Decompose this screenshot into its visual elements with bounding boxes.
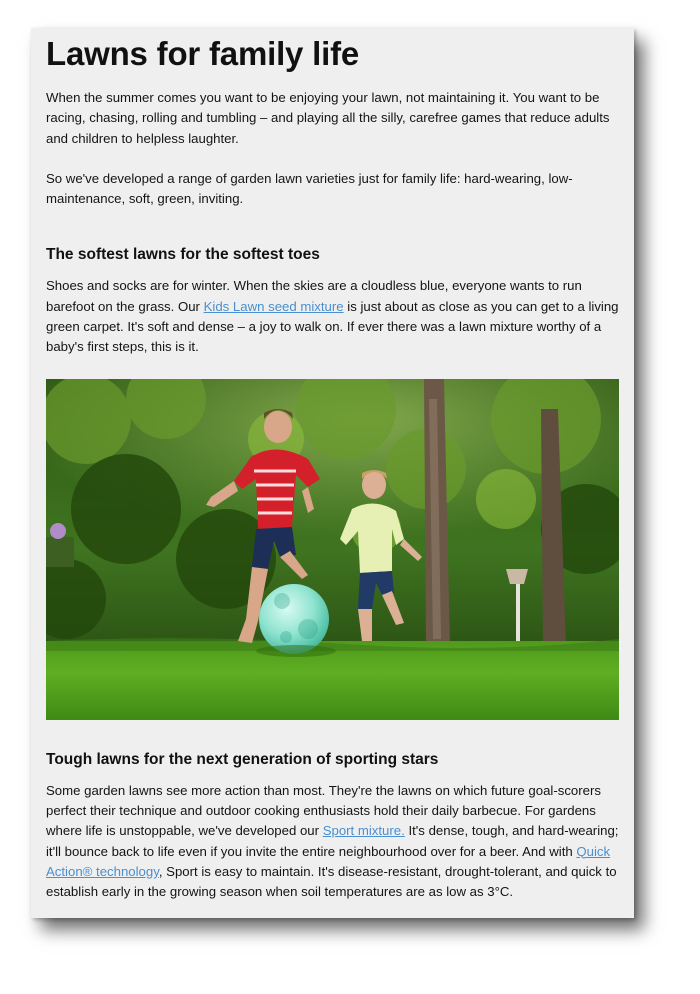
intro-paragraph-1: When the summer comes you want to be enjoying your lawn, not maintaining it. You want to be racing, chasing, rolling and tumbling – and playing all the silly, carefree games that reduce adults and children to helpless laughter. [46, 90, 610, 146]
article-content [46, 28, 621, 902]
page-title: Lawns for family life [46, 35, 360, 72]
paragraph-text: Some garden lawns see more action than most. They're the lawns on which future goal-scorers perfect their technique and outdoor cooking enthusiasts hold their daily barbecue. For gardens where life is unstoppable, we've developed our [46, 782, 601, 839]
quick-action-technology-link[interactable]: Quick Action® technology [46, 843, 611, 879]
paragraph-text: is just about as close as you can get to a living green carpet. It's soft and dense – a joy to walk on. If ever there was a lawn mixture worthy of a baby's first steps, this is it. [46, 298, 619, 355]
paragraph-text: It's dense, tough, and hard-wearing; it'll bounce back to life even if you invite the entire neighbourhood over for a beer. And with [46, 823, 619, 859]
section-heading-tough-lawns: Tough lawns for the next generation of sporting stars [46, 750, 439, 768]
kids-playing-football-photo [46, 379, 619, 720]
paragraph-text: Shoes and socks are for winter. When the skies are a cloudless blue, everyone wants to run barefoot on the grass. Our [46, 278, 582, 314]
tough-lawns-paragraph [46, 781, 621, 903]
softest-lawns-paragraph [46, 276, 621, 357]
sport-mixture-link[interactable]: Sport mixture. [322, 823, 405, 839]
article-page [31, 28, 634, 918]
paragraph-text: , Sport is easy to maintain. It's disease-resistant, drought-tolerant, and quick to establish early in the growing season when soil temperatures are as low as 3°C. [46, 863, 617, 900]
kids-lawn-link[interactable]: Kids Lawn seed mixture [203, 298, 344, 314]
section-heading-softest-lawns: The softest lawns for the softest toes [46, 246, 320, 264]
intro-paragraph-2: So we've developed a range of garden lawn varieties just for family life: hard-wearing, low-maintenance, soft, green, inviting. [46, 170, 573, 207]
